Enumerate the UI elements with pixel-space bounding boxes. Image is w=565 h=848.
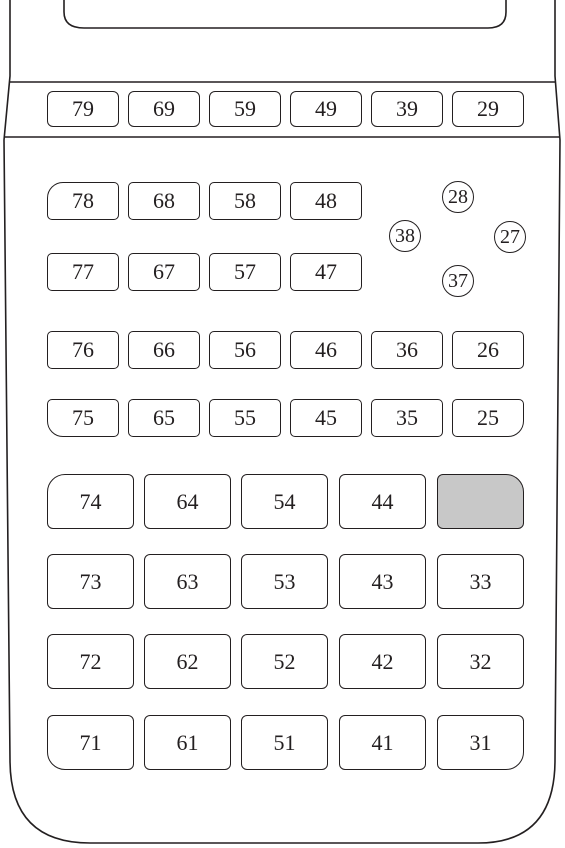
key-64[interactable]: 64 [144,474,231,529]
key-75[interactable]: 75 [47,399,119,437]
key-57[interactable]: 57 [209,253,281,291]
key-78[interactable]: 78 [47,182,119,220]
key-32[interactable]: 32 [437,634,524,689]
key-41[interactable]: 41 [339,715,426,770]
key-52[interactable]: 52 [241,634,328,689]
key-63[interactable]: 63 [144,554,231,609]
key-71[interactable]: 71 [47,715,134,770]
dpad-right-button[interactable]: 27 [494,221,526,253]
key-54[interactable]: 54 [241,474,328,529]
key-74[interactable]: 74 [47,474,134,529]
dpad-down-button[interactable]: 37 [442,265,474,297]
function-key-79[interactable]: 79 [47,91,119,127]
key-68[interactable]: 68 [128,182,200,220]
dpad-up-button[interactable]: 28 [442,181,474,213]
key-73[interactable]: 73 [47,554,134,609]
key-33[interactable]: 33 [437,554,524,609]
key-48[interactable]: 48 [290,182,362,220]
key-61[interactable]: 61 [144,715,231,770]
key-35[interactable]: 35 [371,399,443,437]
key-58[interactable]: 58 [209,182,281,220]
key-67[interactable]: 67 [128,253,200,291]
function-key-49[interactable]: 49 [290,91,362,127]
key-72[interactable]: 72 [47,634,134,689]
key-43[interactable]: 43 [339,554,426,609]
dpad-left-button[interactable]: 38 [389,220,421,252]
key-76[interactable]: 76 [47,331,119,369]
key-51[interactable]: 51 [241,715,328,770]
key-47[interactable]: 47 [290,253,362,291]
key-45[interactable]: 45 [290,399,362,437]
key-62[interactable]: 62 [144,634,231,689]
key-42[interactable]: 42 [339,634,426,689]
key-26[interactable]: 26 [452,331,524,369]
function-key-69[interactable]: 69 [128,91,200,127]
key-56[interactable]: 56 [209,331,281,369]
key-46[interactable]: 46 [290,331,362,369]
blank-key[interactable] [437,474,524,529]
key-31[interactable]: 31 [437,715,524,770]
key-65[interactable]: 65 [128,399,200,437]
key-66[interactable]: 66 [128,331,200,369]
function-key-59[interactable]: 59 [209,91,281,127]
key-53[interactable]: 53 [241,554,328,609]
function-key-29[interactable]: 29 [452,91,524,127]
key-55[interactable]: 55 [209,399,281,437]
key-36[interactable]: 36 [371,331,443,369]
key-77[interactable]: 77 [47,253,119,291]
key-25[interactable]: 25 [452,399,524,437]
key-44[interactable]: 44 [339,474,426,529]
function-key-39[interactable]: 39 [371,91,443,127]
